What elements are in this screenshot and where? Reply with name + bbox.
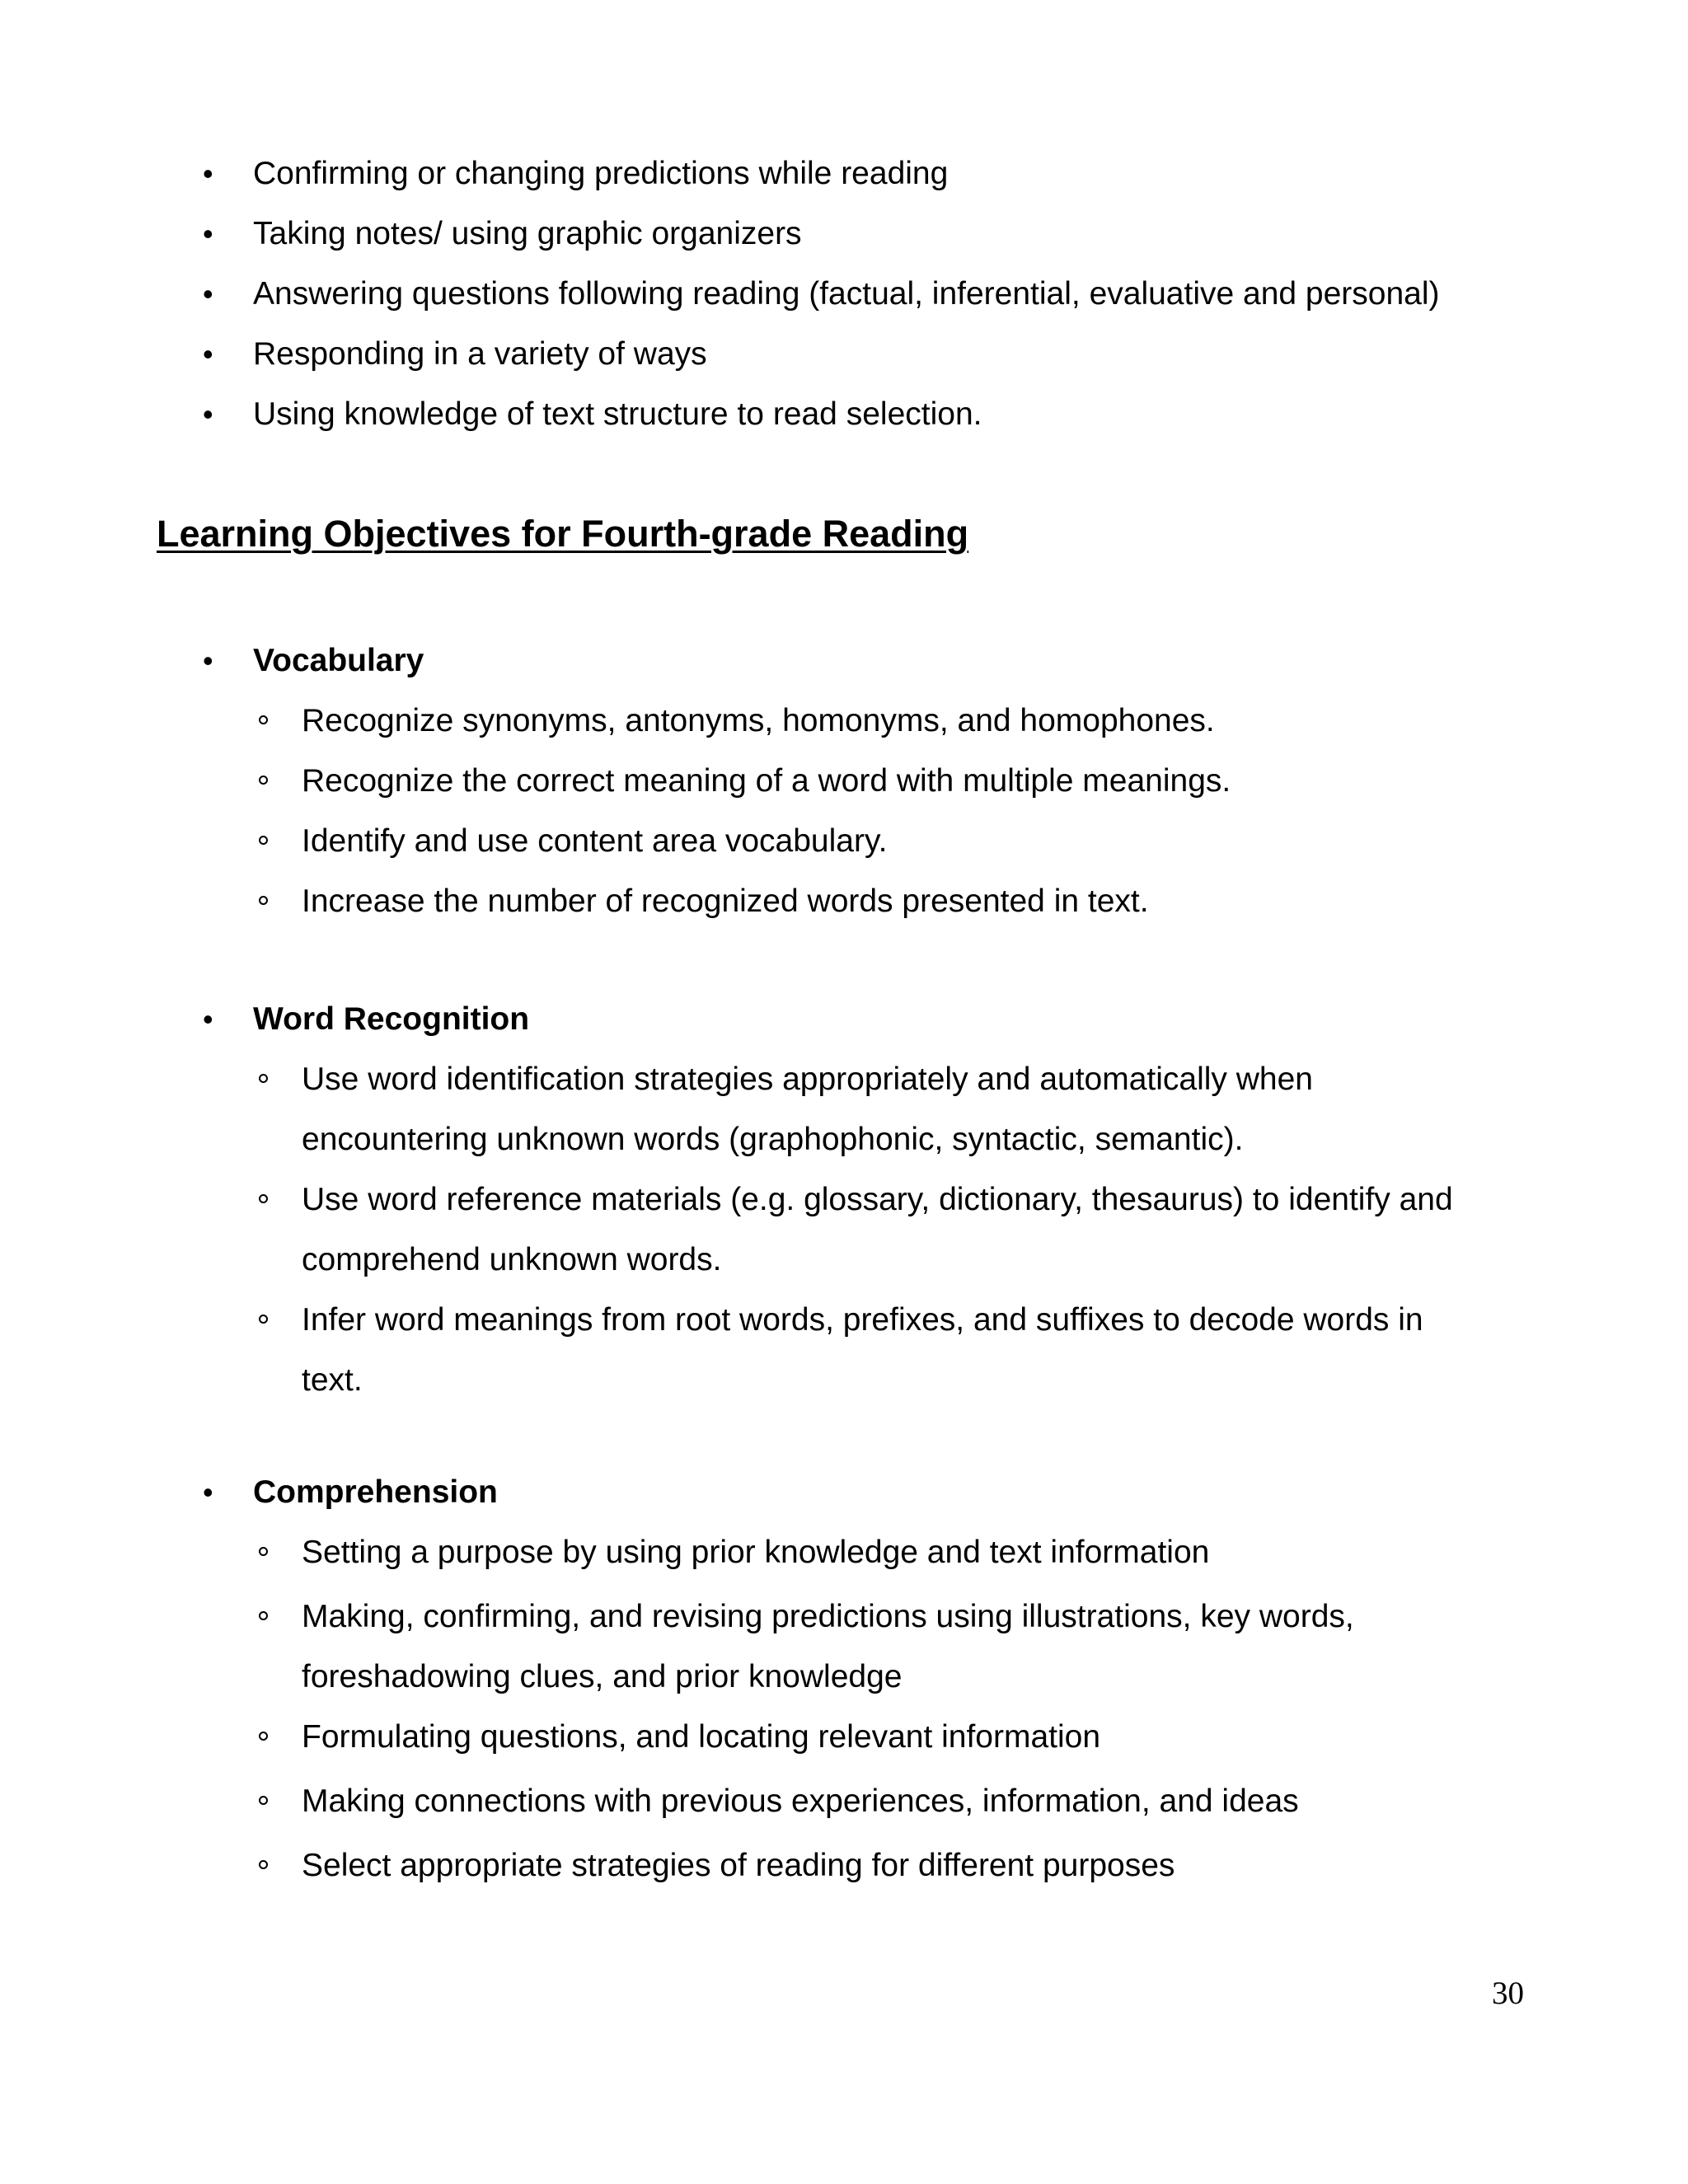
list-item: Recognize synonyms, antonyms, homonyms, and homophones. [302, 703, 1215, 738]
list-item: Identify and use content area vocabulary. [302, 823, 888, 859]
intro-bullet-text: Answering questions following reading (factual, inferential, evaluative and personal) [253, 276, 1440, 312]
page-number: 30 [1492, 1975, 1524, 2011]
list-item: Infer word meanings from root words, prefixes, and suffixes to decode words in [302, 1302, 1423, 1338]
list-item-continuation: foreshadowing clues, and prior knowledge [302, 1659, 903, 1694]
hollow-bullet-icon [259, 1796, 268, 1805]
bullet-icon: • [203, 157, 213, 190]
hollow-bullet-icon [259, 1194, 268, 1203]
intro-bullet-text: Responding in a variety of ways [253, 336, 707, 372]
hollow-bullet-icon [259, 1315, 268, 1324]
section-title-comprehension: Comprehension [253, 1474, 498, 1510]
bullet-icon: • [203, 397, 213, 431]
list-item: Use word reference materials (e.g. glossary, dictionary, thesaurus) to identify and [302, 1182, 1453, 1217]
list-item-continuation: text. [302, 1362, 363, 1398]
hollow-bullet-icon [259, 1732, 268, 1741]
list-item: Making, confirming, and revising predictions using illustrations, key words, [302, 1599, 1354, 1634]
hollow-bullet-icon [259, 896, 268, 905]
intro-bullet-text: Confirming or changing predictions while reading [253, 156, 949, 191]
bullet-icon: • [203, 1475, 213, 1509]
list-item: Use word identification strategies appropriately and automatically when [302, 1062, 1313, 1097]
list-item: Formulating questions, and locating relevant information [302, 1719, 1101, 1755]
intro-bullet-text: Taking notes/ using graphic organizers [253, 216, 802, 251]
bullet-icon: • [203, 277, 213, 311]
hollow-bullet-icon [259, 1611, 268, 1620]
bullet-icon: • [203, 1002, 213, 1036]
bullet-icon: • [203, 644, 213, 677]
list-item: Making connections with previous experiences, information, and ideas [302, 1783, 1299, 1819]
section-title-word-recognition: Word Recognition [253, 1001, 530, 1037]
hollow-bullet-icon [259, 776, 268, 785]
hollow-bullet-icon [259, 1547, 268, 1556]
list-item: Select appropriate strategies of reading for different purposes [302, 1848, 1175, 1883]
intro-bullet-text: Using knowledge of text structure to read selection. [253, 396, 982, 432]
hollow-bullet-icon [259, 836, 268, 845]
hollow-bullet-icon [259, 715, 268, 724]
section-heading: Learning Objectives for Fourth-grade Reading [157, 513, 969, 555]
list-item: Setting a purpose by using prior knowledge and text information [302, 1535, 1210, 1570]
list-item: Increase the number of recognized words presented in text. [302, 883, 1149, 919]
section-title-vocabulary: Vocabulary [253, 643, 424, 678]
bullet-icon: • [203, 217, 213, 251]
list-item-continuation: encountering unknown words (graphophonic, syntactic, semantic). [302, 1122, 1244, 1157]
hollow-bullet-icon [259, 1860, 268, 1869]
list-item-continuation: comprehend unknown words. [302, 1242, 722, 1277]
bullet-icon: • [203, 337, 213, 371]
list-item: Recognize the correct meaning of a word with multiple meanings. [302, 763, 1231, 799]
hollow-bullet-icon [259, 1074, 268, 1083]
